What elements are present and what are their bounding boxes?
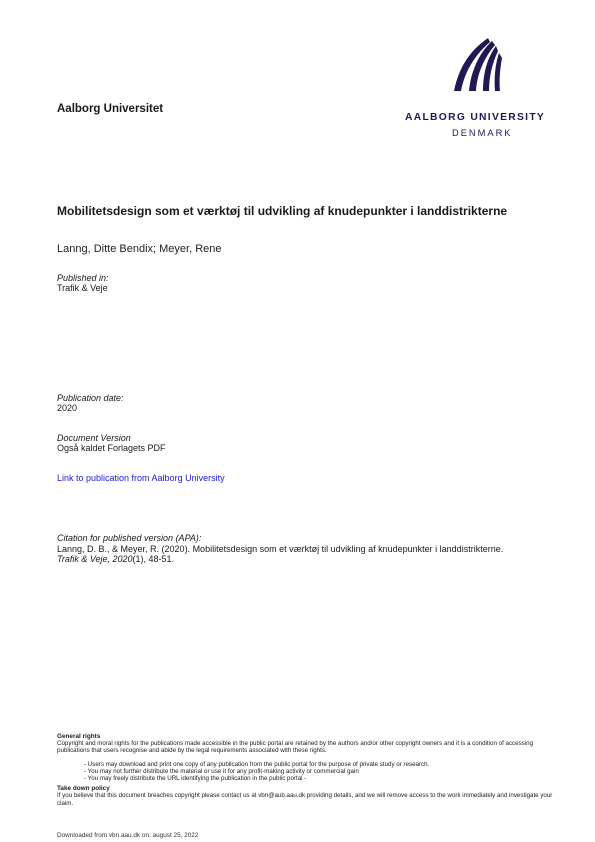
citation-journal: Trafik & Veje: [57, 554, 108, 564]
logo-country: DENMARK: [452, 128, 513, 138]
citation-line2: [57, 554, 577, 565]
citation-volume: , 2020: [107, 554, 133, 564]
university-header: Aalborg Universitet: [57, 103, 164, 115]
citation-line1: Lanng, D. B., & Meyer, R. (2020). Mobilitetsdesign som et værktøj til udvikling af knudepunkter i landdistrikterne.: [57, 543, 504, 554]
published-in-value: Trafik & Veje: [57, 283, 108, 293]
citation-label: Citation for published version (APA):: [57, 533, 202, 543]
rights-bullet: - Users may download and print one copy of any publication from the public portal for the purpose of private study or research.: [84, 760, 430, 768]
aau-logo: [405, 36, 565, 146]
general-rights-heading: General rights: [57, 733, 101, 740]
logo-university-name: AALBORG UNIVERSITY: [405, 112, 546, 123]
authors: Lanng, Ditte Bendix; Meyer, Rene: [57, 243, 222, 255]
document-version-section: [57, 433, 166, 453]
document-version-label: Document Version: [57, 433, 131, 443]
rights-section: [57, 733, 562, 807]
publication-date-value: 2020: [57, 403, 78, 413]
publication-date-label: Publication date:: [57, 393, 124, 403]
citation-section: [57, 533, 577, 565]
published-in-label: Published in:: [57, 273, 109, 283]
downloaded-note: Downloaded from vbn.aau.dk on: august 25, 2022: [57, 832, 199, 839]
publication-date-section: [57, 393, 124, 413]
rights-bullet: - You may not further distribute the material or use it for any profit-making activity or commercial gain: [84, 767, 359, 775]
published-in-section: [57, 273, 109, 293]
takedown-text: If you believe that this document breaches copyright please contact us at vbn@aub.aau.dk providing details, and we will remove access to the work immediately and investigate your claim.: [57, 792, 553, 807]
publication-title: Mobilitetsdesign som et værktøj til udvikling af knudepunkter i landdistrikterne: [57, 204, 508, 218]
rights-bullet: - You may freely distribute the URL identifying the publication in the public portal -: [84, 775, 307, 783]
general-rights-text: Copyright and moral rights for the publications made accessible in the public portal are retained by the authors and/or other copyright owners and it is a condition of accessing publications that users recognise and abide by the legal requirements associated with these rights.: [57, 740, 534, 755]
aau-wave-logo-icon: [452, 36, 504, 91]
takedown-heading: Take down policy: [57, 785, 110, 793]
publication-link[interactable]: Link to publication from Aalborg University: [57, 473, 225, 483]
document-version-value: Også kaldet Forlagets PDF: [57, 443, 166, 453]
citation-issue-pages: (1), 48-51.: [132, 554, 175, 564]
